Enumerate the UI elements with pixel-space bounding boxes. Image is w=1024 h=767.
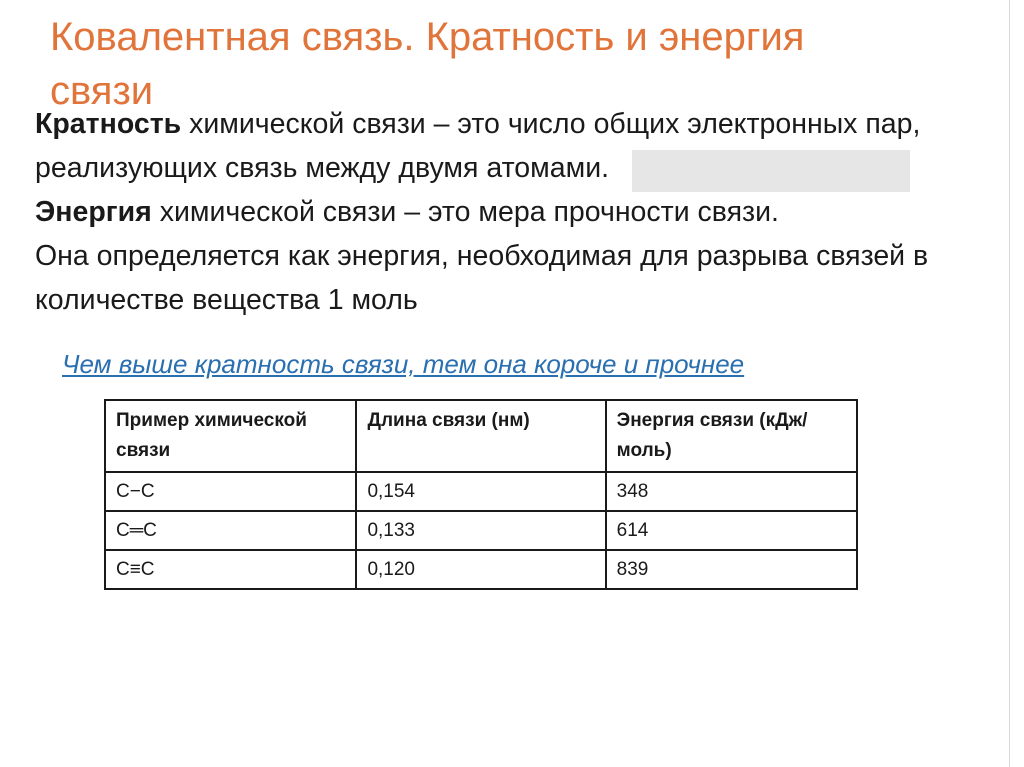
cell-energy: 348 bbox=[606, 472, 857, 511]
cell-length: 0,154 bbox=[356, 472, 605, 511]
cell-bond: C−C bbox=[105, 472, 356, 511]
cell-bond: C═C bbox=[105, 511, 356, 550]
definitions-block bbox=[35, 102, 955, 322]
multiplicity-text: химической связи – это число общих электронных пар, реализующих связь между двумя атомами. bbox=[35, 108, 921, 184]
cell-length: 0,133 bbox=[356, 511, 605, 550]
header-bond-energy: Энергия связи (кДж/моль) bbox=[606, 400, 857, 472]
multiplicity-term: Кратность bbox=[35, 108, 182, 140]
table-row bbox=[105, 472, 857, 511]
energy-explanation: Она определяется как энергия, необходимая для разрыва связей в количестве вещества 1 моль bbox=[35, 240, 929, 316]
header-bond-length: Длина связи (нм) bbox=[356, 400, 605, 472]
energy-text-1: химической связи – это мера прочности связи. bbox=[151, 196, 779, 228]
cell-energy: 614 bbox=[606, 511, 857, 550]
energy-term: Энергия bbox=[35, 196, 152, 228]
title-line-1: Ковалентная связь. Кратность и энергия bbox=[50, 15, 805, 59]
multiplicity-definition bbox=[35, 102, 955, 190]
bond-table bbox=[104, 399, 858, 590]
cell-bond: C≡C bbox=[105, 550, 356, 589]
table-header-row bbox=[105, 400, 857, 472]
note-link[interactable]: Чем выше кратность связи, тем она короче и прочнее bbox=[62, 349, 745, 379]
table-row bbox=[105, 511, 857, 550]
table-row bbox=[105, 550, 857, 589]
cell-energy: 839 bbox=[606, 550, 857, 589]
title-line-2: связи bbox=[50, 69, 154, 113]
energy-definition bbox=[35, 190, 955, 234]
header-bond-example: Пример химической связи bbox=[105, 400, 356, 472]
cell-length: 0,120 bbox=[356, 550, 605, 589]
